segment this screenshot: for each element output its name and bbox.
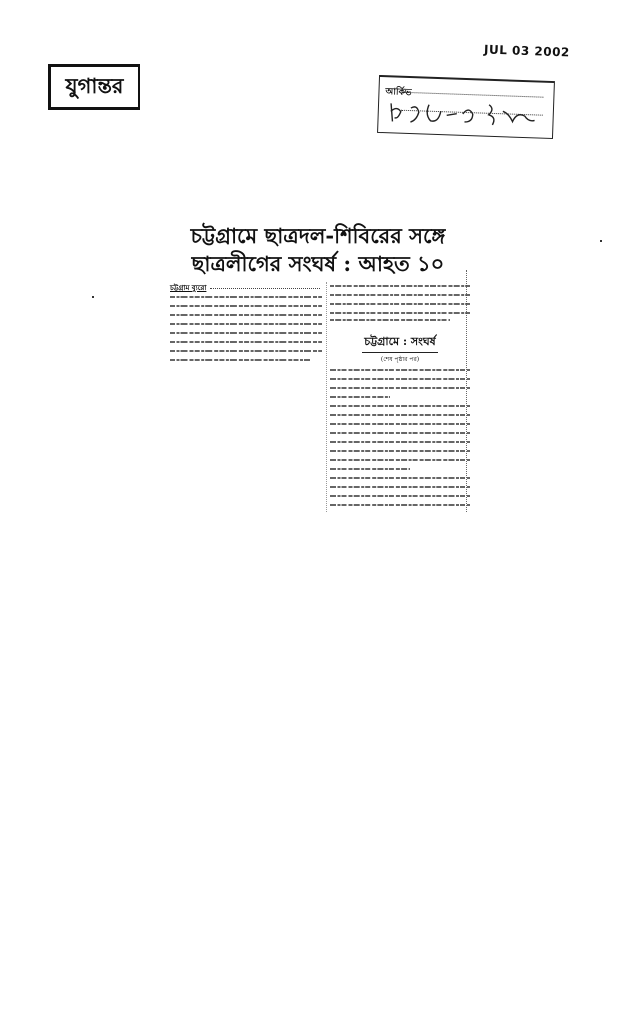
masthead-title: যুগান্তর — [65, 72, 124, 98]
continued-note: (শেষ পৃষ্ঠার পর) — [380, 356, 420, 363]
column-divider — [326, 282, 327, 512]
handwritten-stamp-entry — [388, 97, 539, 132]
byline-rule — [210, 288, 320, 289]
article-headline — [168, 222, 468, 278]
stamp-rule — [401, 92, 543, 98]
newspaper-masthead — [48, 64, 140, 110]
headline-line-1: চট্টগ্রামে ছাত্রদল-শিবিরের সঙ্গে — [190, 223, 446, 248]
archive-stamp-label: আর্কিভ — [385, 87, 412, 99]
continued-sub-headline: চট্টগ্রামে : সংঘর্ষ — [362, 333, 437, 353]
continued-section — [350, 330, 450, 365]
date-stamp: JUL 03 2002 — [483, 42, 571, 60]
scan-speck — [600, 240, 602, 242]
archive-stamp — [377, 75, 555, 139]
article-body-column-left — [170, 293, 322, 363]
article-byline: চট্টগ্রাম ব্যুরো — [170, 284, 207, 292]
article-body-column-right-top — [330, 282, 470, 322]
article-body-column-right-bottom — [330, 366, 470, 512]
scan-speck — [92, 296, 94, 298]
headline-line-2: ছাত্রলীগের সংঘর্ষ : আহত ১০ — [191, 251, 445, 276]
